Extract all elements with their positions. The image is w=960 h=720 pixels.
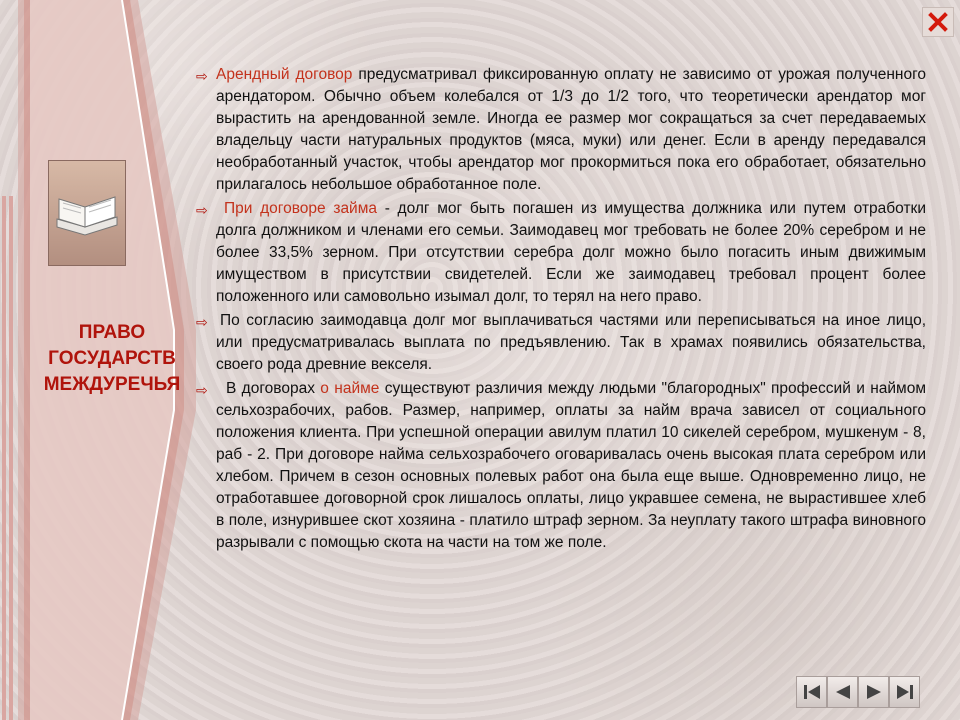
- paragraph-installments: [196, 310, 926, 376]
- term-loan: При договоре займа: [224, 200, 377, 217]
- close-icon: [928, 12, 948, 32]
- close-button[interactable]: [922, 7, 954, 37]
- decor-stripe: [2, 196, 6, 720]
- paragraph-text: - долг мог быть погашен из имущества должника или путем отработки долга должником и членами его семьи. Заимодавец мог требовать не более 20% серебром и не более 33,5% зерном. При отсутствии серебра долг можно было погасить иным движимым имуществом в присутствии свидетелей. Если же заимодавец требовал процент более положенного или самовольно изымал долг, то терял на него право.: [216, 200, 926, 305]
- arrow-bullet-icon: ⇨: [196, 202, 208, 218]
- section-title: [22, 320, 202, 398]
- decor-stripe: [9, 196, 13, 720]
- paragraph-text: предусматривал фиксированную оплату не зависимо от урожая полученного арендатором. Обычно объем колебался от 1/3 до 1/2 того, что теоретически арендатор мог вырастить на арендованной земле. Иногда ее размер мог сокращаться за счет передаваемых владельцу части натуральных продуктов (мяса, муки) или денег. Если в аренду передавался необработанный участок, чтобы арендатор мог прокормиться пока его обработает, обязательно прилагалось небольшое обработанное поле.: [216, 66, 927, 193]
- book-icon: [53, 189, 121, 237]
- section-title-line: МЕЖДУРЕЧЬЯ: [43, 374, 181, 395]
- book-picture: [48, 160, 126, 266]
- paragraph-lease: [196, 64, 926, 196]
- first-slide-icon: [802, 683, 822, 701]
- section-title-line: ПРАВО: [78, 322, 146, 343]
- paragraph-hire: [196, 378, 926, 554]
- last-slide-button[interactable]: [889, 676, 920, 708]
- paragraph-text: В договорах: [226, 380, 321, 397]
- section-title-line: ГОСУДАРСТВ: [48, 348, 176, 369]
- next-slide-icon: [864, 683, 884, 701]
- first-slide-button[interactable]: [796, 676, 827, 708]
- main-text: [196, 64, 926, 556]
- slide-navigation: [796, 676, 920, 708]
- previous-slide-button[interactable]: [827, 676, 858, 708]
- term-lease: Арендный договор: [216, 66, 353, 83]
- arrow-bullet-icon: ⇨: [196, 68, 208, 84]
- previous-slide-icon: [833, 683, 853, 701]
- paragraph-text: существуют различия между людьми "благородных" профессий и наймом сельхозрабочих, рабов. Размер, например, оплаты за найм врача зависел от социального положения клиента. При успешной операции авилум платил 10 сикелей серебром, мушкенум - 8, раб - 2. При договоре найма сельхозрабочего оговаривалась очень высокая плата серебром или хлебом. Причем в сезон основных полевых работ она была еще выше. Одновременно лицо, не отработавшее договорной срок лишалось оплаты, лицо укравшее семена, не вырастившее хлеб в поле, изнурившее скот хозяина - платило штраф зерном. За неуплату такого штрафа виновного разрывали с помощью скота на части на том же поле.: [216, 380, 926, 551]
- arrow-bullet-icon: ⇨: [196, 314, 208, 330]
- paragraph-text: По согласию заимодавца долг мог выплачиваться частями или переписываться на иное лицо, или предусматривалась выплата по предъявлению. Так в храмах появились обязательства, своего рода древние векселя.: [216, 312, 926, 373]
- next-slide-button[interactable]: [858, 676, 889, 708]
- paragraph-loan: [196, 198, 926, 308]
- term-hire: о найме: [320, 380, 380, 397]
- left-decoration: [0, 0, 200, 720]
- arrow-bullet-icon: ⇨: [196, 382, 208, 398]
- last-slide-icon: [895, 683, 915, 701]
